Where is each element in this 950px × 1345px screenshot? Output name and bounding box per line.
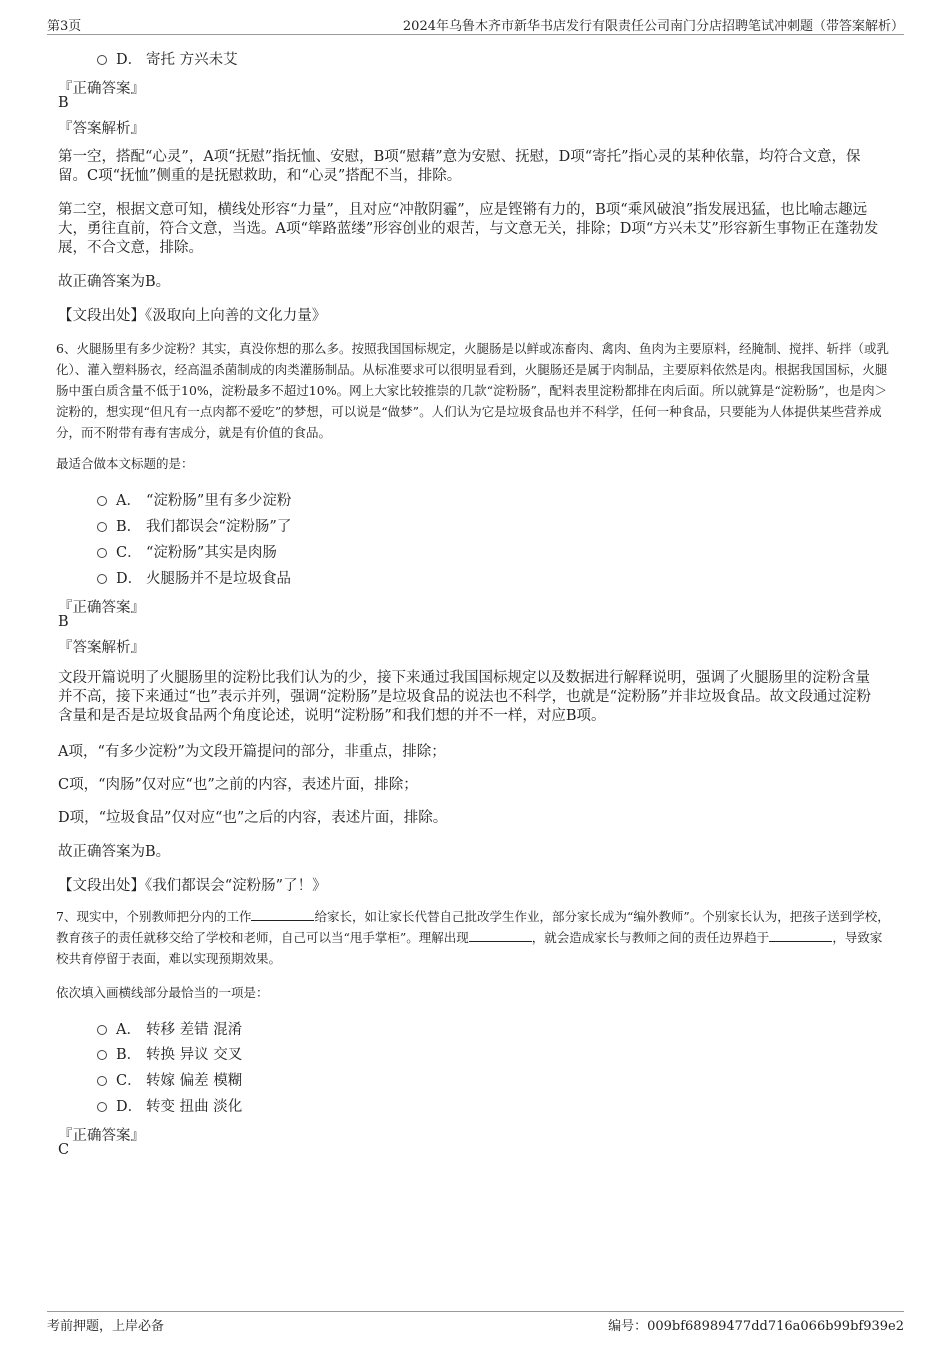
q5-conclusion: 故正确答案为B。	[58, 274, 171, 290]
q5-option-d[interactable]: D． 寄托 方兴未艾	[97, 48, 238, 69]
q5-answer: B	[58, 95, 69, 111]
radio-icon[interactable]	[97, 574, 107, 584]
q5-analysis-label: 『答案解析』	[58, 121, 145, 137]
q7-prompt: 依次填入画横线部分最恰当的一项是：	[56, 985, 269, 1000]
q7-option-a[interactable]: A． 转移 差错 混淆	[97, 1018, 242, 1039]
page-header	[47, 14, 904, 35]
q5-answer-label: 『正确答案』	[58, 81, 145, 97]
q6-analysis-para1: 文段开篇说明了火腿肠里的淀粉比我们认为的少，接下来通过我国国标规定以及数据进行解释说明，强调了火腿肠里的淀粉含量并不高，接下来通过“也”表示并列，强调“淀粉肠”是垃圾食品的说法也不科学，也就是“淀粉肠”并非垃圾食品。故文段通过淀粉含量和是否是垃圾食品两个角度论述，说明“淀粉肠”和我们想的并不一样，对应B项。	[58, 670, 871, 724]
fill-blank	[769, 930, 832, 942]
radio-icon[interactable]	[97, 548, 107, 558]
radio-icon[interactable]	[97, 522, 107, 532]
q7-option-c[interactable]: C． 转嫁 偏差 模糊	[97, 1069, 242, 1090]
radio-icon[interactable]	[97, 1025, 107, 1035]
q5-analysis-para2: 第二空，根据文意可知，横线处形容“力量”，且对应“冲散阴霾”，应是铿锵有力的，B项“乘风破浪”指发展迅猛，也比喻志趣远大，勇往直前，符合文意，当选。A项“筚路蓝缕”形容创业的艰苦，与文意无关，排除；D项“方兴未艾”形容新生事物正在蓬勃发展，不合文意，排除。	[58, 202, 879, 256]
page-footer	[47, 1311, 904, 1336]
fill-blank	[469, 930, 532, 942]
radio-icon[interactable]	[97, 1076, 107, 1086]
q6-analysis-a: A项，“有多少淀粉”为文段开篇提问的部分，非重点，排除；	[58, 744, 446, 760]
q7-option-b[interactable]: B． 转换 异议 交叉	[97, 1043, 242, 1064]
q5-source: 【文段出处】《汲取向上向善的文化力量》	[58, 308, 327, 324]
q6-stem: 6、火腿肠里有多少淀粉？其实，真没你想的那么多。按照我国国标规定，火腿肠是以鲜或冻畜肉、禽肉、鱼肉为主要原料，经腌制、搅拌、斩拌（或乳化）、灌入塑料肠衣，经高温杀菌制成的肉类灌肠制品。从标准要求可以很明显看到，火腿肠还是属于肉制品，主要原料依然是肉。根据我国国标，火腿肠中蛋白质含量不低于10%，淀粉最多不超过10%。网上大家比较推崇的几款“淀粉肠”，配料表里淀粉都排在肉后面。所以就算是“淀粉肠”，也是肉＞淀粉的，想实现“但凡有一点肉都不爱吃”的梦想，可以说是“做梦”。人们认为它是垃圾食品也并不科学，任何一种食品，只要能为人体提供某些营养成分，而不附带有毒有害成分，就是有价值的食品。	[56, 341, 889, 440]
q6-conclusion: 故正确答案为B。	[58, 844, 171, 860]
page-number: 第3页	[47, 19, 82, 34]
q6-analysis-c: C项，“肉肠”仅对应“也”之前的内容，表述片面，排除；	[58, 777, 418, 793]
q6-analysis-label: 『答案解析』	[58, 640, 145, 656]
q6-answer: B	[58, 614, 69, 630]
document-title: 2024年乌鲁木齐市新华书店发行有限责任公司南门分店招聘笔试冲刺题（带答案解析）	[402, 19, 904, 34]
q6-prompt: 最适合做本文标题的是：	[56, 456, 194, 471]
fill-blank	[251, 909, 314, 921]
q6-answer-label: 『正确答案』	[58, 600, 145, 616]
radio-icon[interactable]	[97, 55, 107, 65]
q6-option-c[interactable]: C． “淀粉肠”其实是肉肠	[97, 541, 277, 562]
q7-answer-label: 『正确答案』	[58, 1128, 145, 1144]
q6-option-a[interactable]: A． “淀粉肠”里有多少淀粉	[97, 489, 291, 510]
q7-answer: C	[58, 1142, 70, 1158]
q5-analysis-para1: 第一空，搭配“心灵”，A项“抚慰”指抚恤、安慰，B项“慰藉”意为安慰、抚慰，D项“寄托”指心灵的某种依靠，均符合文意，保留。C项“抚恤”侧重的是抚慰救助，和“心灵”搭配不当，排除。	[58, 149, 861, 184]
q6-option-d[interactable]: D． 火腿肠并不是垃圾食品	[97, 567, 291, 588]
radio-icon[interactable]	[97, 1050, 107, 1060]
document-id: 编号：009bf68989477dd716a066b99bf939e2	[608, 1319, 904, 1334]
q6-option-b[interactable]: B． 我们都误会“淀粉肠”了	[97, 515, 291, 536]
radio-icon[interactable]	[97, 496, 107, 506]
q7-option-d[interactable]: D． 转变 扭曲 淡化	[97, 1095, 242, 1116]
q6-source: 【文段出处】《我们都误会“淀粉肠”了！》	[58, 878, 327, 894]
q7-stem: 7、现实中，个别教师把分内的工作 给家长，如让家长代替自己批改学生作业，部分家长成为“编外教师”。个别家长认为，把孩子送到学校，教育孩子的责任就移交给了学校和老师，自己可以当“甩手掌柜”。理解出现 ，就会造成家长与教师之间的责任边界趋于 ，导致家校共育停留于表面，难以实现预期效果。	[56, 909, 890, 966]
radio-icon[interactable]	[97, 1102, 107, 1112]
footer-slogan: 考前押题，上岸必备	[47, 1319, 165, 1334]
q6-analysis-d: D项，“垃圾食品”仅对应“也”之后的内容，表述片面，排除。	[58, 810, 448, 826]
